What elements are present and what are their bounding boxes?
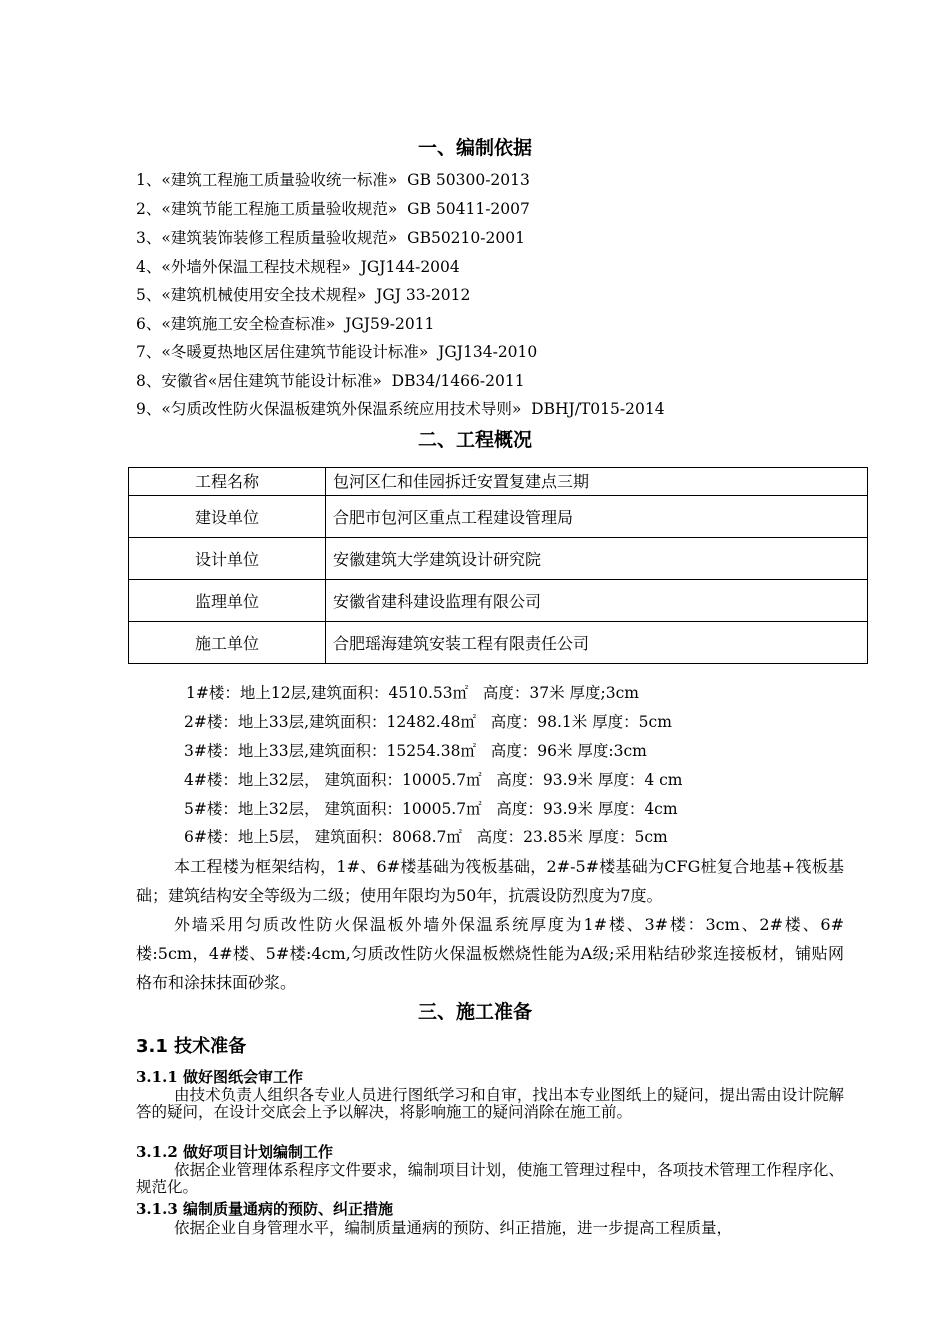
table-value-cell: 安徽省建科建设监理有限公司 [326,580,868,622]
building-line-5: 5#楼：地上32层， 建筑面积：10005.7㎡ 高度：93.9米 厚度：4cm [184,800,678,818]
project-info-table [128,467,868,664]
section-3-1-title: 3.1 技术准备 [136,1036,247,1057]
paragraph-structure: 本工程楼为框架结构，1#、6#楼基础为筏板基础，2#-5#楼基础为CFG桩复合地基+筏板基础；建筑结构安全等级为二级；使用年限均为50年，抗震设防烈度为7度。 [136,857,844,905]
table-key-cell: 监理单位 [129,580,326,622]
paragraph-exterior-wall: 外墙采用匀质改性防火保温板外墙外保温系统厚度为1#楼、3#楼：3cm、2#楼、6#楼:5cm，4#楼、5#楼:4cm,匀质改性防火保温板燃烧性能为A级;采用粘结砂浆连接板材，铺贴网格布和涂抹抹面砂浆。 [136,915,844,992]
reference-item-2: 2、«建筑节能工程施工质量验收规范» GB 50411-2007 [136,200,530,218]
section-3-1-3-text: 依据企业自身管理水平，编制质量通病的预防、纠正措施，进一步提高工程质量， [174,1219,733,1237]
table-key-cell: 设计单位 [129,538,326,580]
table-row [129,580,868,622]
building-line-3: 3#楼：地上33层,建筑面积：15254.38㎡ 高度：96米 厚度:3cm [184,742,647,760]
table-key-cell: 施工单位 [129,622,326,664]
table-value-cell: 合肥市包河区重点工程建设管理局 [326,496,868,538]
building-line-4: 4#楼：地上32层， 建筑面积：10005.7㎡ 高度：93.9米 厚度：4 cm [184,771,683,789]
reference-item-9: 9、«匀质改性防火保温板建筑外保温系统应用技术导则» DBHJ/T015-2014 [136,400,665,418]
section-3-1-2-text: 依据企业管理体系程序文件要求，编制项目计划，使施工管理过程中，各项技术管理工作程序化、规范化。 [136,1161,844,1196]
section-3-1-1-text: 由技术负责人组织各专业人员进行图纸学习和自审，找出本专业图纸上的疑问，提出需由设计院解答的疑问，在设计交底会上予以解决，将影响施工的疑问消除在施工前。 [136,1086,844,1121]
section-3-1-3-title: 3.1.3 编制质量通病的预防、纠正措施 [136,1200,393,1218]
table-row [129,468,868,496]
table-key-cell: 建设单位 [129,496,326,538]
table-key-cell: 工程名称 [129,468,326,496]
table-row [129,496,868,538]
table-value-cell: 安徽建筑大学建筑设计研究院 [326,538,868,580]
reference-item-5: 5、«建筑机械使用安全技术规程» JGJ 33-2012 [136,286,471,304]
section-1-title: 一、编制依据 [417,137,532,159]
section-3-title: 三、施工准备 [417,1001,532,1023]
reference-item-8: 8、安徽省«居住建筑节能设计标准» DB34/1466-2011 [136,372,525,390]
building-line-2: 2#楼：地上33层,建筑面积：12482.48㎡ 高度：98.1米 厚度：5cm [184,713,672,731]
table-value-cell: 合肥瑶海建筑安装工程有限责任公司 [326,622,868,664]
table-value-cell: 包河区仁和佳园拆迁安置复建点三期 [326,468,868,496]
table-row [129,538,868,580]
section-2-title: 二、工程概况 [417,429,532,451]
reference-item-4: 4、«外墙外保温工程技术规程» JGJ144-2004 [136,258,460,276]
reference-item-1: 1、«建筑工程施工质量验收统一标准» GB 50300-2013 [136,171,530,189]
reference-item-3: 3、«建筑装饰装修工程质量验收规范» GB50210-2001 [136,229,525,247]
table-row [129,622,868,664]
section-3-1-1-title: 3.1.1 做好图纸会审工作 [136,1068,303,1086]
reference-item-6: 6、«建筑施工安全检查标准» JGJ59-2011 [136,315,435,333]
section-3-1-2-title: 3.1.2 做好项目计划编制工作 [136,1143,333,1161]
reference-item-7: 7、«冬暖夏热地区居住建筑节能设计标准» JGJ134-2010 [136,343,538,361]
building-line-6: 6#楼：地上5层， 建筑面积：8068.7㎡ 高度：23.85米 厚度：5cm [184,828,668,846]
building-line-1: 1#楼：地上12层,建筑面积：4510.53㎡ 高度：37米 厚度;3cm [186,684,639,702]
